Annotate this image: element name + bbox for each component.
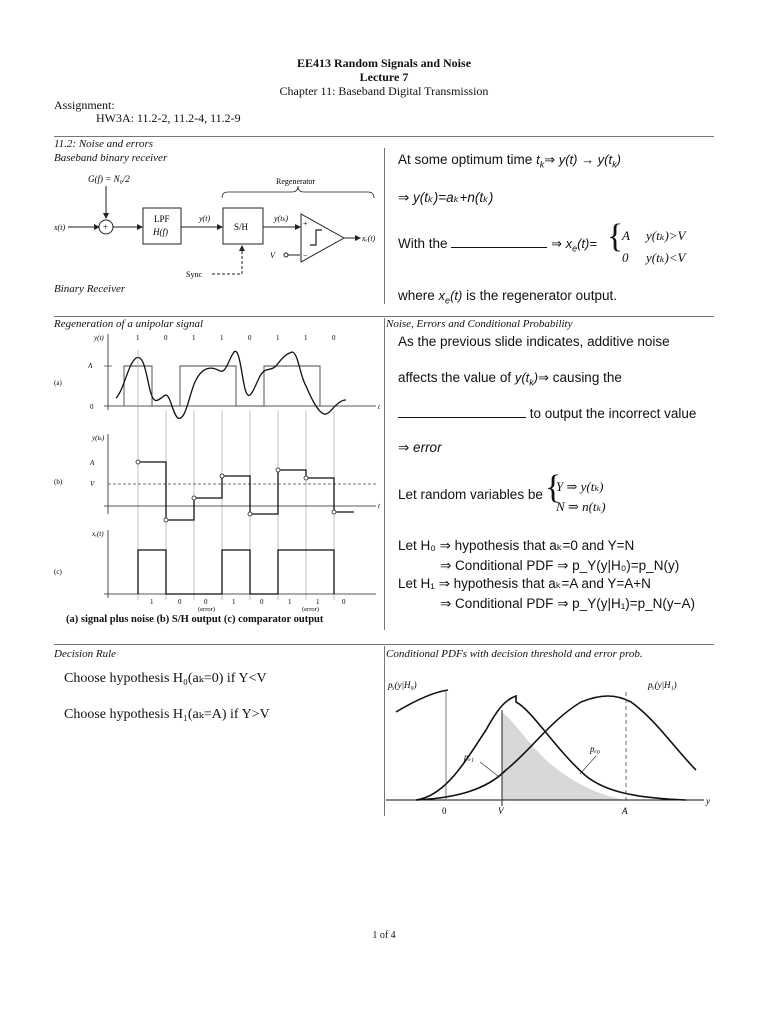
section-heading: Regeneration of a unipolar signal [54, 318, 204, 330]
regeneration-waveforms [54, 330, 382, 612]
bit-label: 0 [178, 598, 182, 606]
conditional-pdf-plot [386, 660, 714, 820]
axis-label: t [378, 403, 380, 411]
error-line: ⇒ error [398, 440, 442, 455]
h1-conditional-pdf: ⇒ Conditional PDF ⇒ p_Y(y|H₁)=p_N(y−A) [440, 596, 696, 611]
bit-label: 0 [342, 598, 346, 606]
sample-hold-label: S/H [234, 222, 249, 232]
case-brace: { [607, 218, 624, 255]
bit-label: 1 [220, 334, 224, 342]
x-tick-v: V [498, 806, 504, 816]
document-title: EE413 Random Signals and Noise [296, 56, 472, 70]
noise-paragraph-2: affects the value of $y(t_k)\Rightarrow$ causing the [398, 370, 622, 388]
regenerator-label: Regenerator [276, 177, 316, 186]
section-heading: Conditional PDFs with decision threshold and error prob. [386, 648, 643, 660]
x-tick-0: 0 [442, 806, 447, 816]
divider [54, 316, 714, 317]
noise-paragraph-1: As the previous slide indicates, additive noise [398, 334, 670, 349]
bit-label: 1 [288, 598, 292, 606]
pdf-h1-label: pᵧ(y|H₁) [648, 680, 677, 690]
axis-label: y(tₖ) [92, 434, 105, 442]
panel-label: (a) [54, 379, 62, 387]
section-heading: Decision Rule [54, 648, 117, 660]
h1-hypothesis: Let H₁ ⇒ hypothesis that aₖ=A and Y=A+N [398, 576, 651, 591]
rv-y-definition: Y ⇒ y(tₖ) [556, 479, 604, 494]
column-divider [384, 318, 385, 630]
bit-label: 1 [192, 334, 196, 342]
pe0-label: pₑ₀ [590, 744, 600, 754]
sample-equation: ⇒ y(tₖ)=aₖ+n(tₖ) [398, 190, 494, 205]
axis-label: xₑ(t) [92, 530, 104, 538]
optimum-time-line: At some optimum time $t_k\Rightarrow$ $y(t) \to y(t_k)$ [398, 152, 621, 170]
rv-brace: { [545, 469, 562, 506]
bit-label: 1 [150, 598, 154, 606]
lecture-number: Lecture 7 [359, 70, 409, 84]
error-label: (error) [198, 606, 215, 612]
comparator-minus: − [303, 251, 308, 260]
bit-label: 0 [164, 334, 168, 342]
panel-label: (c) [54, 568, 62, 576]
decision-rule-h0: Choose hypothesis H₀(aₖ=0) if Y<V [64, 671, 267, 686]
axis-label: t [378, 502, 380, 510]
divider [54, 136, 714, 137]
section-subheading: Baseband binary receiver [54, 152, 168, 164]
case-value-zero: 0 [622, 250, 629, 265]
receiver-block-diagram [54, 166, 380, 282]
threshold-label: V [270, 251, 275, 260]
bit-labels-top [136, 334, 336, 342]
comparator-plus: + [303, 219, 308, 228]
pe1-label: pₑ₁ [464, 752, 474, 762]
fill-in-blank[interactable] [451, 247, 547, 248]
regenerator-equation: With the ⇒ $x_e(t)=$ [398, 236, 597, 254]
threshold-node [284, 253, 288, 257]
case-cond-a: y(tₖ)>V [646, 228, 686, 243]
regenerator-output-line: where $x_e(t)$ is the regenerator output. [398, 288, 617, 306]
chapter-title: Chapter 11: Baseband Digital Transmission [279, 84, 489, 98]
assignment-label: Assignment: [54, 98, 115, 112]
panel-label: (b) [54, 478, 63, 486]
bit-label: 0 [248, 334, 252, 342]
bit-label: 0 [204, 598, 208, 606]
assignment-text: HW3A: 11.2-2, 11.2-4, 11.2-9 [96, 111, 241, 125]
case-value-a: A [622, 228, 630, 243]
output-label: xₑ(t) [362, 234, 376, 243]
waveform-caption: (a) signal plus noise (b) S/H output (c) comparator output [66, 614, 324, 625]
plus-sign: + [103, 222, 109, 232]
h0-hypothesis: Let H₀ ⇒ hypothesis that aₖ=0 and Y=N [398, 538, 635, 553]
bit-label: 0 [260, 598, 264, 606]
x-axis-label: y [706, 796, 710, 806]
input-label: x(t) [54, 223, 66, 232]
affects-text: affects the value of [398, 370, 512, 385]
column-divider [384, 646, 385, 816]
causing-text: causing the [552, 370, 622, 385]
with-the-text: With the [398, 236, 448, 251]
axis-label: V [90, 480, 95, 488]
noise-paragraph-3 [398, 406, 696, 421]
section-heading: 11.2: Noise and errors [54, 138, 153, 150]
column-divider [384, 148, 385, 304]
x-tick-a: A [622, 806, 628, 816]
rv-n-definition: N ⇒ n(tₖ) [556, 499, 606, 514]
bit-label: 1 [232, 598, 236, 606]
lpf-output-label: y(t) [199, 214, 211, 223]
bit-label: 1 [316, 598, 320, 606]
figure-caption: Binary Receiver [54, 283, 126, 295]
axis-label: A [90, 459, 95, 467]
axis-label: 0 [90, 403, 94, 411]
lpf-label: LPF [154, 214, 170, 224]
page-number: 1 of 4 [372, 930, 396, 941]
sh-output-label: y(tₖ) [274, 214, 289, 223]
fill-in-blank[interactable] [398, 417, 526, 418]
bit-label: 1 [276, 334, 280, 342]
error-label: (error) [302, 606, 319, 612]
bit-label: 1 [304, 334, 308, 342]
regenerator-output-text: is the regenerator output. [466, 288, 617, 303]
lpf-transfer-label: H(f) [153, 227, 168, 237]
optimum-time-text: At some optimum time [398, 152, 533, 167]
axis-label: A [88, 362, 93, 370]
h0-conditional-pdf: ⇒ Conditional PDF ⇒ p_Y(y|H₀)=p_N(y) [440, 558, 680, 573]
noise-psd-label: G(f) = N₀/2 [88, 174, 130, 184]
section-heading: Noise, Errors and Conditional Probability [386, 318, 573, 330]
divider [54, 644, 714, 645]
case-cond-zero: y(tₖ)<V [646, 250, 686, 265]
decision-rule-h1: Choose hypothesis H₁(aₖ=A) if Y>V [64, 707, 270, 722]
random-variables-text: Let random variables be [398, 487, 543, 502]
where-text: where [398, 288, 435, 303]
pdf-h0-label: pᵧ(y|H₀) [388, 680, 417, 690]
bit-label: 0 [332, 334, 336, 342]
axis-label: y(t) [94, 334, 104, 342]
sync-label: Sync [186, 270, 202, 279]
incorrect-value-text: to output the incorrect value [529, 406, 697, 421]
bit-labels-bottom [150, 598, 346, 606]
bit-label: 1 [136, 334, 140, 342]
